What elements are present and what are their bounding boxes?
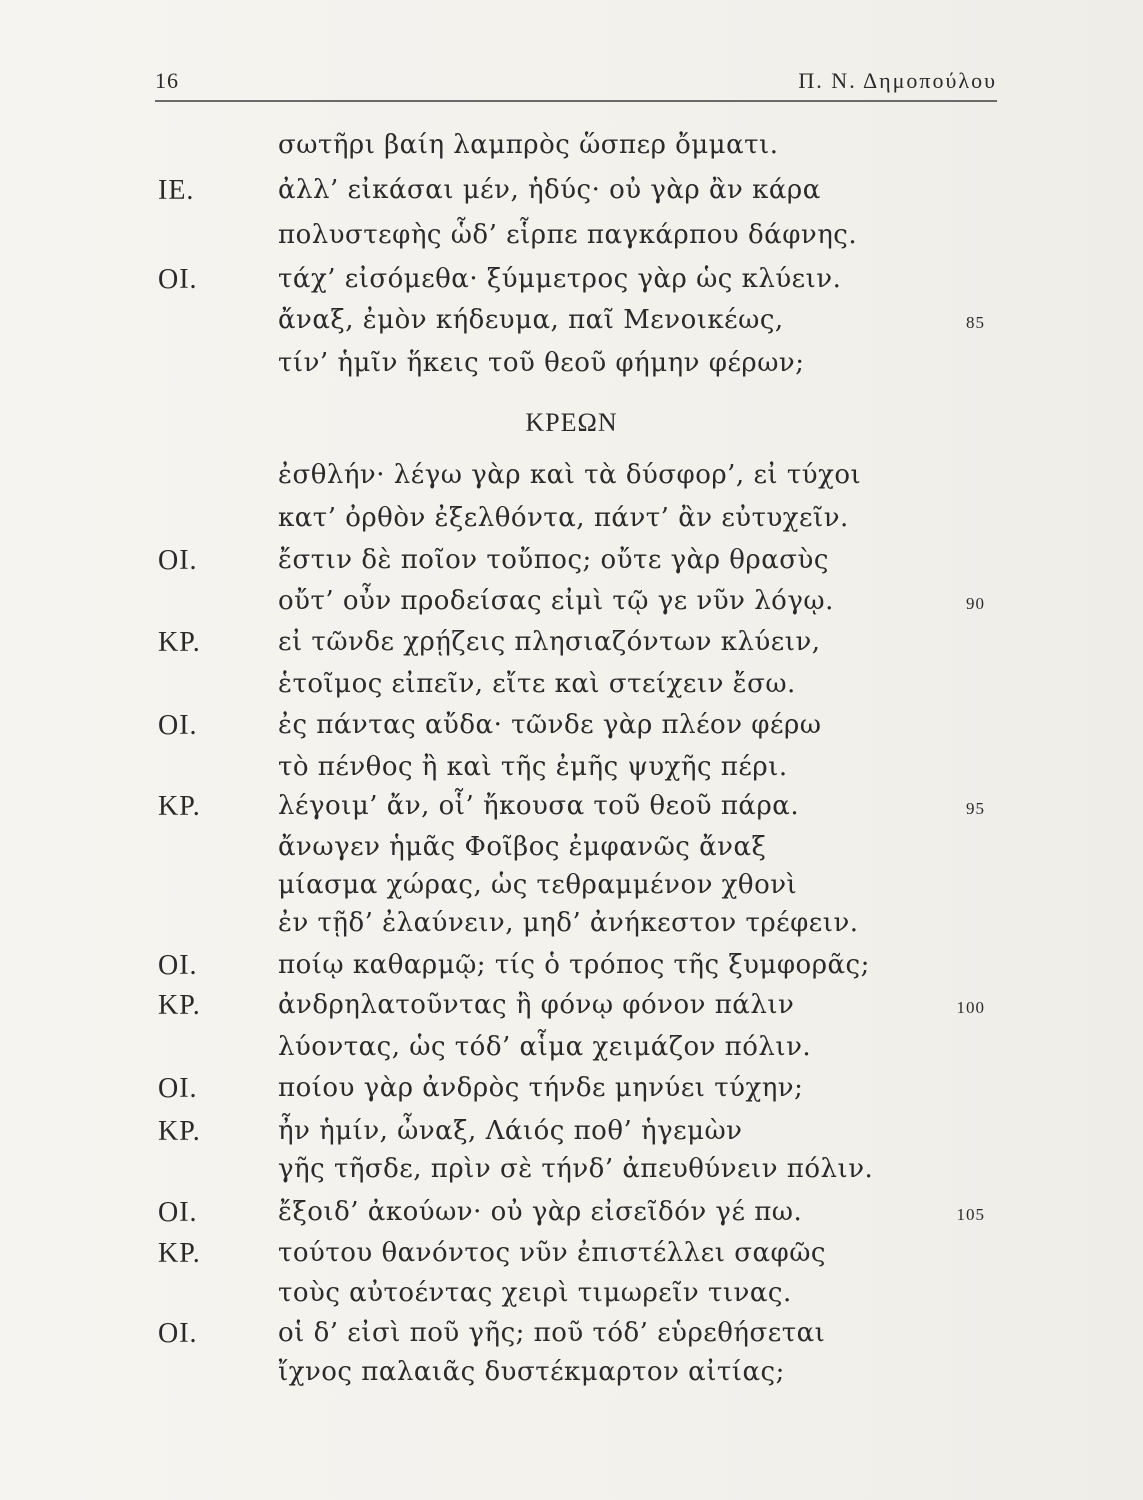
speaker-label: ΟΙ. (158, 264, 198, 295)
verse-line (0, 130, 1143, 170)
verse-text: ἦν ἡμίν, ὦναξ, Λάιός ποθ’ ἡγεμὼν (278, 1116, 743, 1146)
verse-line (0, 586, 1143, 626)
verse-text: τοὺς αὐτοέντας χειρὶ τιμωρεῖν τινας. (278, 1278, 792, 1308)
verse-line (0, 752, 1143, 792)
running-head: Π. Ν. Δημοπούλου (798, 68, 997, 93)
verse-line (0, 348, 1143, 388)
verse-line (0, 1197, 1143, 1237)
line-number: 85 (966, 313, 985, 332)
verse-line (0, 1032, 1143, 1072)
line-number: 95 (966, 799, 985, 818)
verse-text: τίν’ ἡμῖν ἥκεις τοῦ θεοῦ φήμην φέρων; (278, 348, 805, 378)
line-number: 105 (956, 1205, 985, 1224)
verse-line (0, 908, 1143, 948)
verse-text: τάχ’ εἰσόμεθα· ξύμμετρος γὰρ ὡς κλύειν. (278, 264, 842, 294)
verse-text: ἑτοῖμος εἰπεῖν, εἴτε καὶ στείχειν ἔσω. (278, 669, 796, 699)
verse-line (0, 669, 1143, 709)
verse-line (0, 460, 1143, 500)
verse-line (0, 175, 1143, 215)
page-number: 16 (155, 68, 179, 93)
verse-line (0, 990, 1143, 1030)
verse-line (0, 1116, 1143, 1156)
speaker-label: ΟΙ. (158, 1318, 198, 1349)
character-heading: ΚΡΕΩΝ (525, 408, 618, 437)
verse-text: ἄνωγεν ἡμᾶς Φοῖβος ἐμφανῶς ἄναξ (278, 832, 767, 862)
speaker-label: ΚΡ. (158, 791, 201, 822)
verse-text: μίασμα χώρας, ὡς τεθραμμένον χθονὶ (278, 870, 798, 900)
verse-line (0, 305, 1143, 345)
verse-text: τὸ πένθος ἢ καὶ τῆς ἐμῆς ψυχῆς πέρι. (278, 752, 788, 782)
verse-text: οἱ δ’ εἰσὶ ποῦ γῆς; ποῦ τόδ’ εὑρεθήσεται (278, 1318, 826, 1348)
verse-text: σωτῆρι βαίη λαμπρὸς ὥσπερ ὄμματι. (278, 130, 779, 160)
speaker-label: ΟΙ. (158, 1073, 198, 1104)
verse-text: γῆς τῆσδε, πρὶν σὲ τήνδ’ ἀπευθύνειν πόλιν. (278, 1154, 874, 1184)
speaker-label: ΚΡ. (158, 1116, 201, 1147)
verse-line (0, 1318, 1143, 1358)
verse-text: λύοντας, ὡς τόδ’ αἷμα χειμάζον πόλιν. (278, 1032, 812, 1062)
speaker-label: ΟΙ. (158, 950, 198, 981)
speaker-label: ΟΙ. (158, 545, 198, 576)
speaker-label: ΟΙ. (158, 710, 198, 741)
verse-text: λέγοιμ’ ἄν, οἷ’ ἤκουσα τοῦ θεοῦ πάρα. (278, 791, 800, 821)
verse-text: ποίου γὰρ ἀνδρὸς τήνδε μηνύει τύχην; (278, 1073, 804, 1103)
verse-text: ἴχνος παλαιᾶς δυστέκμαρτον αἰτίας; (278, 1357, 785, 1387)
verse-text: ἔξοιδ’ ἀκούων· οὐ γὰρ εἰσεῖδόν γέ πω. (278, 1197, 803, 1227)
speaker-label: ΚΡ. (158, 1238, 201, 1269)
verse-line (0, 1357, 1143, 1397)
page-header (155, 58, 997, 102)
verse-line (0, 220, 1143, 260)
verse-line (0, 710, 1143, 750)
verse-line (0, 264, 1143, 304)
verse-text: τούτου θανόντος νῦν ἐπιστέλλει σαφῶς (278, 1238, 826, 1268)
verse-text: ἀλλ’ εἰκάσαι μέν, ἡδύς· οὐ γὰρ ἂν κάρα (278, 175, 821, 205)
verse-line (0, 503, 1143, 543)
verse-text: οὔτ’ οὖν προδείσας εἰμὶ τῷ γε νῦν λόγῳ. (278, 586, 834, 616)
verse-line (0, 1278, 1143, 1318)
verse-line (0, 791, 1143, 831)
verse-line (0, 1073, 1143, 1113)
verse-line (0, 832, 1143, 872)
speaker-label: ΟΙ. (158, 1197, 198, 1228)
speaker-label: ΚΡ. (158, 990, 201, 1021)
verse-text: ἐσθλήν· λέγω γὰρ καὶ τὰ δύσφορ’, εἰ τύχοι (278, 460, 862, 490)
verse-line (0, 1238, 1143, 1278)
verse-line (0, 627, 1143, 667)
verse-text: ἔστιν δὲ ποῖον τοὔπος; οὔτε γὰρ θρασὺς (278, 545, 829, 575)
verse-text: ἄναξ, ἐμὸν κήδευμα, παῖ Μενοικέως, (278, 305, 784, 335)
verse-line (0, 1154, 1143, 1194)
verse-text: ἀνδρηλατοῦντας ἢ φόνῳ φόνον πάλιν (278, 990, 795, 1020)
verse-line (0, 950, 1143, 990)
speaker-label: ΚΡ. (158, 627, 201, 658)
speaker-label: ΙΕ. (158, 175, 195, 206)
verse-line (0, 545, 1143, 585)
verse-line (0, 870, 1143, 910)
line-number: 90 (966, 594, 985, 613)
verse-text: πολυστεφὴς ὧδ’ εἷρπε παγκάρπου δάφνης. (278, 220, 858, 250)
verse-text: ἐν τῇδ’ ἐλαύνειν, μηδ’ ἀνήκεστον τρέφειν. (278, 908, 859, 938)
verse-text: ποίῳ καθαρμῷ; τίς ὁ τρόπος τῆς ξυμφορᾶς; (278, 950, 870, 980)
verse-text: εἰ τῶνδε χρῄζεις πλησιαζόντων κλύειν, (278, 627, 821, 657)
verse-text: κατ’ ὀρθὸν ἐξελθόντα, πάντ’ ἂν εὐτυχεῖν. (278, 503, 849, 533)
verse-text: ἐς πάντας αὔδα· τῶνδε γὰρ πλέον φέρω (278, 710, 822, 740)
line-number: 100 (956, 998, 985, 1017)
